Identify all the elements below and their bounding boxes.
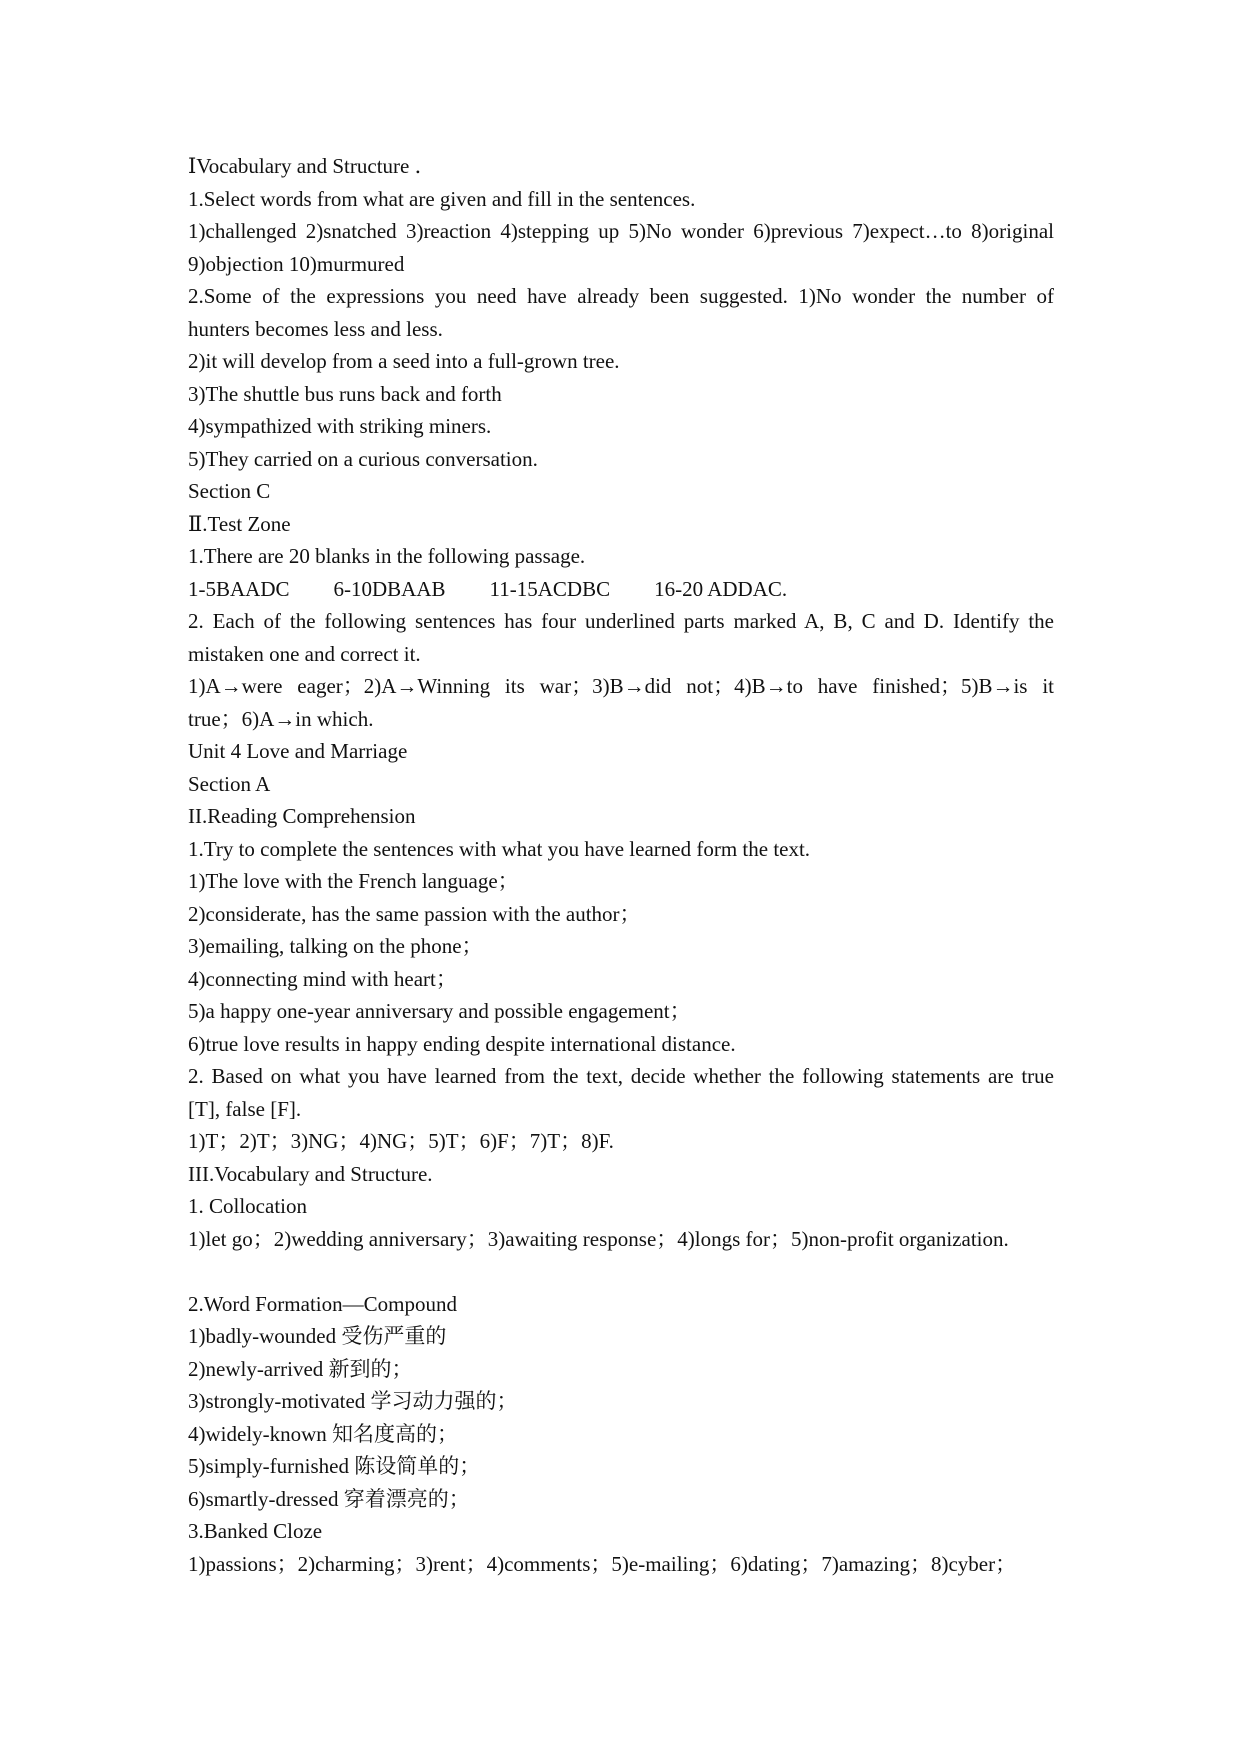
section-heading: III.Vocabulary and Structure. <box>188 1161 433 1186</box>
exercise-instruction: 2.Some of the expressions you need have already been suggested. 1)No wonder the number of <box>188 284 1054 308</box>
answer-line: 6)true love results in happy ending despite international distance. <box>188 1031 736 1056</box>
blank-line <box>188 1255 1054 1288</box>
answer-line: 4)sympathized with striking miners. <box>188 414 492 438</box>
answer-line: 2)it will develop from a seed into a full-grown tree. <box>188 349 620 373</box>
exercise-heading: 2.Word Formation—Compound <box>188 1291 457 1316</box>
answer-line: 5)simply-furnished 陈设简单的； <box>188 1454 481 1478</box>
exercise-instruction: 2. Each of the following sentences has four underlined parts marked A, B, C and D. Identify the <box>188 609 1054 633</box>
answer-line: 1)let go；2)wedding anniversary；3)awaiting response；4)longs for；5)non-profit organization. <box>188 1226 1009 1251</box>
exercise-instruction: 1.Select words from what are given and fill in the sentences. <box>188 186 696 211</box>
answer-line: 2)newly-arrived 新到的； <box>188 1356 413 1381</box>
exercise-instruction: 1.Try to complete the sentences with what you have learned form the text. <box>188 836 811 861</box>
answer-key-row <box>188 573 1054 606</box>
answer-line: 4)widely-known 知名度高的； <box>188 1421 459 1446</box>
section-heading: Ⅱ.Test Zone <box>188 511 291 536</box>
answer-line: 1)The love with the French language； <box>188 869 519 893</box>
answer-group: 16-20 ADDAC. <box>654 576 788 601</box>
answer-line: 3)emailing, talking on the phone； <box>188 934 483 958</box>
answer-group: 6-10DBAAB <box>333 576 446 601</box>
answer-group: 11-15ACDBC <box>489 576 611 601</box>
heading-vocabulary-structure: ⅠVocabulary and Structure ． <box>188 154 436 178</box>
answer-line: 4)connecting mind with heart； <box>188 966 457 991</box>
section-heading: Section A <box>188 771 271 796</box>
exercise-instruction: [T], false [F]. <box>188 1096 302 1121</box>
answer-line: 9)objection 10)murmured <box>188 251 405 276</box>
answer-line: 1)challenged 2)snatched 3)reaction 4)stepping up 5)No wonder 6)previous 7)expect…to 8)original <box>188 219 1054 243</box>
exercise-instruction: 2. Based on what you have learned from the text, decide whether the following statements are true <box>188 1064 1054 1088</box>
answer-line: 1)T；2)T；3)NG；4)NG；5)T；6)F；7)T；8)F. <box>188 1129 614 1153</box>
answer-line: hunters becomes less and less. <box>188 316 443 341</box>
answer-line: 1)badly-wounded 受伤严重的 <box>188 1324 447 1348</box>
unit-heading: Unit 4 Love and Marriage <box>188 739 408 763</box>
answer-line: true；6)A→in which. <box>188 706 374 731</box>
answer-line: 1)A→were eager；2)A→Winning its war；3)B→did not；4)B→to have finished；5)B→is it <box>188 674 1054 698</box>
answer-line: 1)passions；2)charming；3)rent；4)comments；5)e-mailing；6)dating；7)amazing；8)cyber； <box>188 1551 1017 1576</box>
exercise-heading: 3.Banked Cloze <box>188 1519 323 1543</box>
exercise-instruction: mistaken one and correct it. <box>188 641 421 666</box>
answer-line: 6)smartly-dressed 穿着漂亮的； <box>188 1486 470 1511</box>
answer-line: 2)considerate, has the same passion with the author； <box>188 901 641 926</box>
answer-line: 3)strongly-motivated 学习动力强的； <box>188 1389 518 1413</box>
section-heading: II.Reading Comprehension <box>188 804 416 828</box>
answer-line: 5)a happy one-year anniversary and possible engagement； <box>188 999 691 1023</box>
exercise-heading: 1. Collocation <box>188 1194 307 1218</box>
answer-line: 3)The shuttle bus runs back and forth <box>188 381 502 406</box>
document-page <box>188 150 1054 1580</box>
answer-line: 5)They carried on a curious conversation. <box>188 446 538 471</box>
answer-group: 1-5BAADC <box>188 576 290 601</box>
section-heading: Section C <box>188 479 271 503</box>
exercise-instruction: 1.There are 20 blanks in the following passage. <box>188 544 586 568</box>
